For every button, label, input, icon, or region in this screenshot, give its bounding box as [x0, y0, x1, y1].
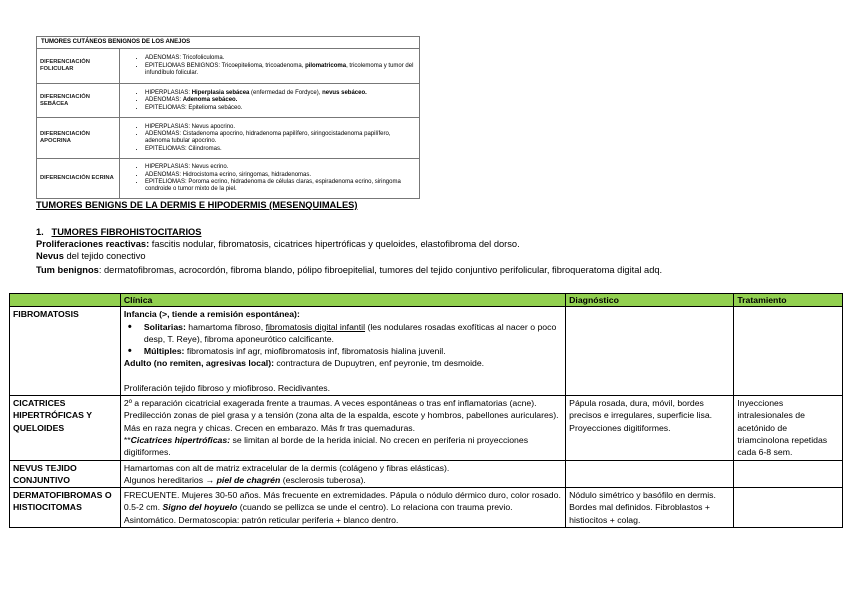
list-item: • EPITELIOMAS BENIGNOS: Tricoepitelioma, tricoadenoma, pilomatricoma, tricolemoma y tumor del infundíbulo folicular.	[145, 63, 416, 78]
table-row	[10, 460, 843, 488]
table-header-row	[10, 294, 843, 307]
list-item: • HIPERPLASIAS: Hiperplasia sebácea (enfermedad de Fordyce), nevus sebáceo.	[145, 90, 416, 97]
section-title: TUMORES BENIGNS DE LA DERMIS E HIPODERMIS (MESENQUIMALES)	[36, 200, 358, 210]
diagnostico-dermatofibromas: Nódulo simétrico y basófilo en dermis. Bordes mal definidos. Fibroblastos + histiocitos + colag.	[566, 488, 734, 528]
list-item: • EPITELIOMAS: Poroma ecrino, hidradenoma de células claras, espiradenoma ecrino, siringoma condroide o tumor mixto de la piel.	[145, 179, 416, 194]
diagnostico-cicatrices: Pápula rosada, dura, móvil, bordes precisos e irregulares, superficie lisa. Proyecciones digitiformes.	[566, 396, 734, 460]
clinica-dermatofibromas: FRECUENTE. Mujeres 30-50 años. Más frecuente en extremidades. Pápula o nódulo dérmico duro, color rosado. 0.5-2 cm. Signo del hoyuelo (cuando se pellizca se unde el centro). Lo relaciona con trauma previo. Asintomático. Dermatoscopia: patrón reticular periferia + blanco dentro.	[120, 488, 565, 528]
list-item: • ADENOMAS: Adenoma sebáceo.	[145, 97, 416, 104]
diagnostico-nevus	[566, 460, 734, 488]
table-row	[37, 159, 420, 199]
fibrohistiocitarios-table	[9, 293, 843, 528]
row-name-dermatofibromas: DERMATOFIBROMAS O HISTIOCITOMAS	[10, 488, 121, 528]
row-name-cicatrices: CICATRICES HIPERTRÓFICAS Y QUELOIDES	[10, 396, 121, 460]
anejos-summary-table	[36, 36, 420, 199]
list-item: • HIPERPLASIAS: Nevus ecrino.	[145, 164, 416, 171]
line-nevus: Nevus del tejido conectivo	[36, 251, 146, 261]
clinica-cicatrices: 2º a reparación cicatricial exagerada frente a traumas. A veces espontáneas o tras enf inflamatorias (acne). Predilección zonas de piel grasa y a tensión (zona alta de la espalda, escote y hombros, pabellones auriculares). Más en raza negra y chicas. Crecen en embarazo. Más fr tras quemaduras. **Cicatrices hipertróficas: se limitan al borde de la herida inicial. No crecen en periferia ni proyecciones digitiformes.	[120, 396, 565, 460]
subsection-title: TUMORES FIBROHISTOCITARIOS	[51, 227, 202, 237]
header-tratamiento: Tratamiento	[734, 294, 843, 307]
list-item: • HIPERPLASIAS: Nevus apocrino.	[145, 124, 416, 131]
tratamiento-fibromatosis	[734, 307, 843, 396]
row-label: DIFERENCIACIÓN ECRINA	[37, 159, 120, 199]
tratamiento-nevus	[734, 460, 843, 488]
row-name-nevus: NEVUS TEJIDO CONJUNTIVO	[10, 460, 121, 488]
list-item: • EPITELIOMAS: Epitelioma sebáceo.	[145, 105, 416, 112]
clinica-fibromatosis: Infancia (>, tiende a remisión espontánea): • Solitarias: hamartoma fibroso, fibromatosis digital infantil (les nodulares rosadas exofíticas al nacer o poco desp, T. Reye), fibroma aponeurótico calcificante. • Múltiples: fibromatosis inf agr, miofibromatosis inf, fibromatosis hialina juvenil. Adulto (no remiten, agresivas local): contractura de Dupuytren, enf peyronie, tm desmoide. Proliferación tejido fibroso y miofibroso. Recidivantes.	[120, 307, 565, 396]
header-empty	[10, 294, 121, 307]
row-label: DIFERENCIACIÓN SEBÁCEA	[37, 84, 120, 118]
table-row	[37, 84, 420, 118]
row-content	[120, 49, 420, 84]
row-content	[120, 84, 420, 118]
table-row	[10, 307, 843, 396]
row-content	[120, 159, 420, 199]
header-clinica: Clínica	[120, 294, 565, 307]
tratamiento-dermatofibromas	[734, 488, 843, 528]
clinica-nevus: Hamartomas con alt de matriz extracelular de la dermis (colágeno y fibras elásticas). Algunos hereditarios → piel de chagrén (esclerosis tuberosa).	[120, 460, 565, 488]
list-item: • EPITELIOMAS: Cilindromas.	[145, 146, 416, 153]
subsection-number: 1.	[36, 227, 44, 237]
row-label: DIFERENCIACIÓN FOLICULAR	[37, 49, 120, 84]
list-item: • ADENOMAS: Cistadenoma apocrino, hidradenoma papilífero, siringocistadenoma papilífero, adenoma tubular apocrino.	[145, 131, 416, 146]
row-name-fibromatosis: FIBROMATOSIS	[10, 307, 121, 396]
list-item: • ADENOMAS: Hidrocistoma ecrino, siringomas, hidradenomas.	[145, 172, 416, 179]
header-diagnostico: Diagnóstico	[566, 294, 734, 307]
table-row	[37, 49, 420, 84]
row-label: DIFERENCIACIÓN APOCRINA	[37, 118, 120, 159]
diagnostico-fibromatosis	[566, 307, 734, 396]
line-reactivas: Proliferaciones reactivas: fascitis nodular, fibromatosis, cicatrices hipertróficas y queloides, elastofibroma del dorso.	[36, 239, 520, 249]
list-item: • ADENOMAS: Tricofoliculoma.	[145, 55, 416, 62]
tratamiento-cicatrices: Inyecciones intralesionales de acetónido de triamcinolona repetidas cada 6-8 sem.	[734, 396, 843, 460]
anejos-table-header: TUMORES CUTÁNEOS BENIGNOS DE LOS ANEJOS	[37, 37, 420, 49]
line-benignos: Tum benignos: dermatofibromas, acrocordón, fibroma blando, pólipo fibroepitelial, tumores del tejido conjuntivo perifolicular, fibroqueratoma digital adq.	[36, 265, 663, 275]
row-content	[120, 118, 420, 159]
subsection-heading	[36, 227, 201, 238]
table-row	[10, 396, 843, 460]
table-row	[37, 118, 420, 159]
table-row	[10, 488, 843, 528]
